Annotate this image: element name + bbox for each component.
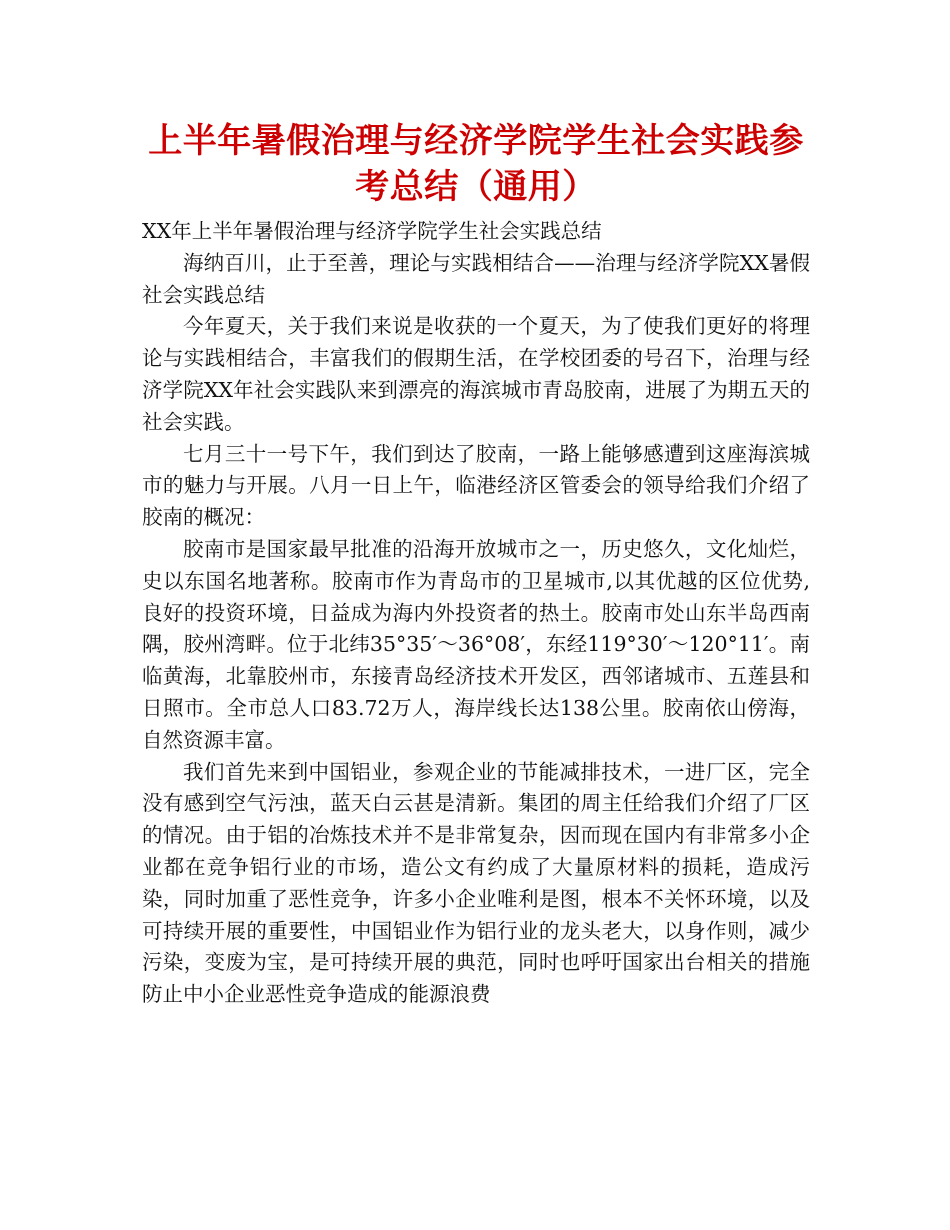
theme-paragraph: 海纳百川，止于至善，理论与实践相结合——治理与经济学院XX暑假社会实践总结 <box>142 250 810 307</box>
chalco-visit-paragraph: 我们首先来到中国铝业，参观企业的节能减排技术，一进厂区，完全没有感到空气污浊，蓝天白云甚是清新。集团的周主任给我们介绍了厂区的情况。由于铝的冶炼技术并不是非常复杂，因而现在国内有非常多小企业都在竞争铝行业的市场，造公文有约成了大量原材料的损耗，造成污染，同时加重了恶性竞争，许多小企业唯利是图，根本不关怀环境，以及可持续开展的重要性，中国铝业作为铝行业的龙头老大，以身作则，减少污染，变废为宝，是可持续开展的典范，同时也呼吁国家出台相关的措施防止中小企业恶性竞争造成的能源浪费 <box>142 759 810 1007</box>
document-title: 上半年暑假治理与经济学院学生社会实践参考总结（通用） <box>148 121 804 207</box>
jiaonan-overview-paragraph: 胶南市是国家最早批准的沿海开放城市之一，历史悠久，文化灿烂，史以东国名地著称。胶南市作为青岛市的卫星城市,以其优越的区位优势,良好的投资环境，日益成为海内外投资者的热土。胶南市处山东半岛西南隅，胶州湾畔。位于北纬35°35′～36°08′，东经119°30′～120°11′。南临黄海，北靠胶州市，东接青岛经济技术开发区，西邻诸城市、五莲县和日照市。全市总人口83.72万人，海岸线长达138公里。胶南依山傍海，自然资源丰富。 <box>142 536 810 752</box>
arrival-paragraph: 七月三十一号下午，我们到达了胶南，一路上能够感遭到这座海滨城市的魅力与开展。八月一日上午，临港经济区管委会的领导给我们介绍了胶南的概况： <box>142 441 810 530</box>
document-body <box>142 216 810 1011</box>
intro-paragraph: 今年夏天，关于我们来说是收获的一个夏天，为了使我们更好的将理论与实践相结合，丰富我们的假期生活，在学校团委的号召下，治理与经济学院XX年社会实践队来到漂亮的海滨城市青岛胶南，进展了为期五天的社会实践。 <box>142 314 810 434</box>
subtitle-paragraph: XX年上半年暑假治理与经济学院学生社会实践总结 <box>142 219 602 243</box>
document-page <box>142 118 810 1011</box>
